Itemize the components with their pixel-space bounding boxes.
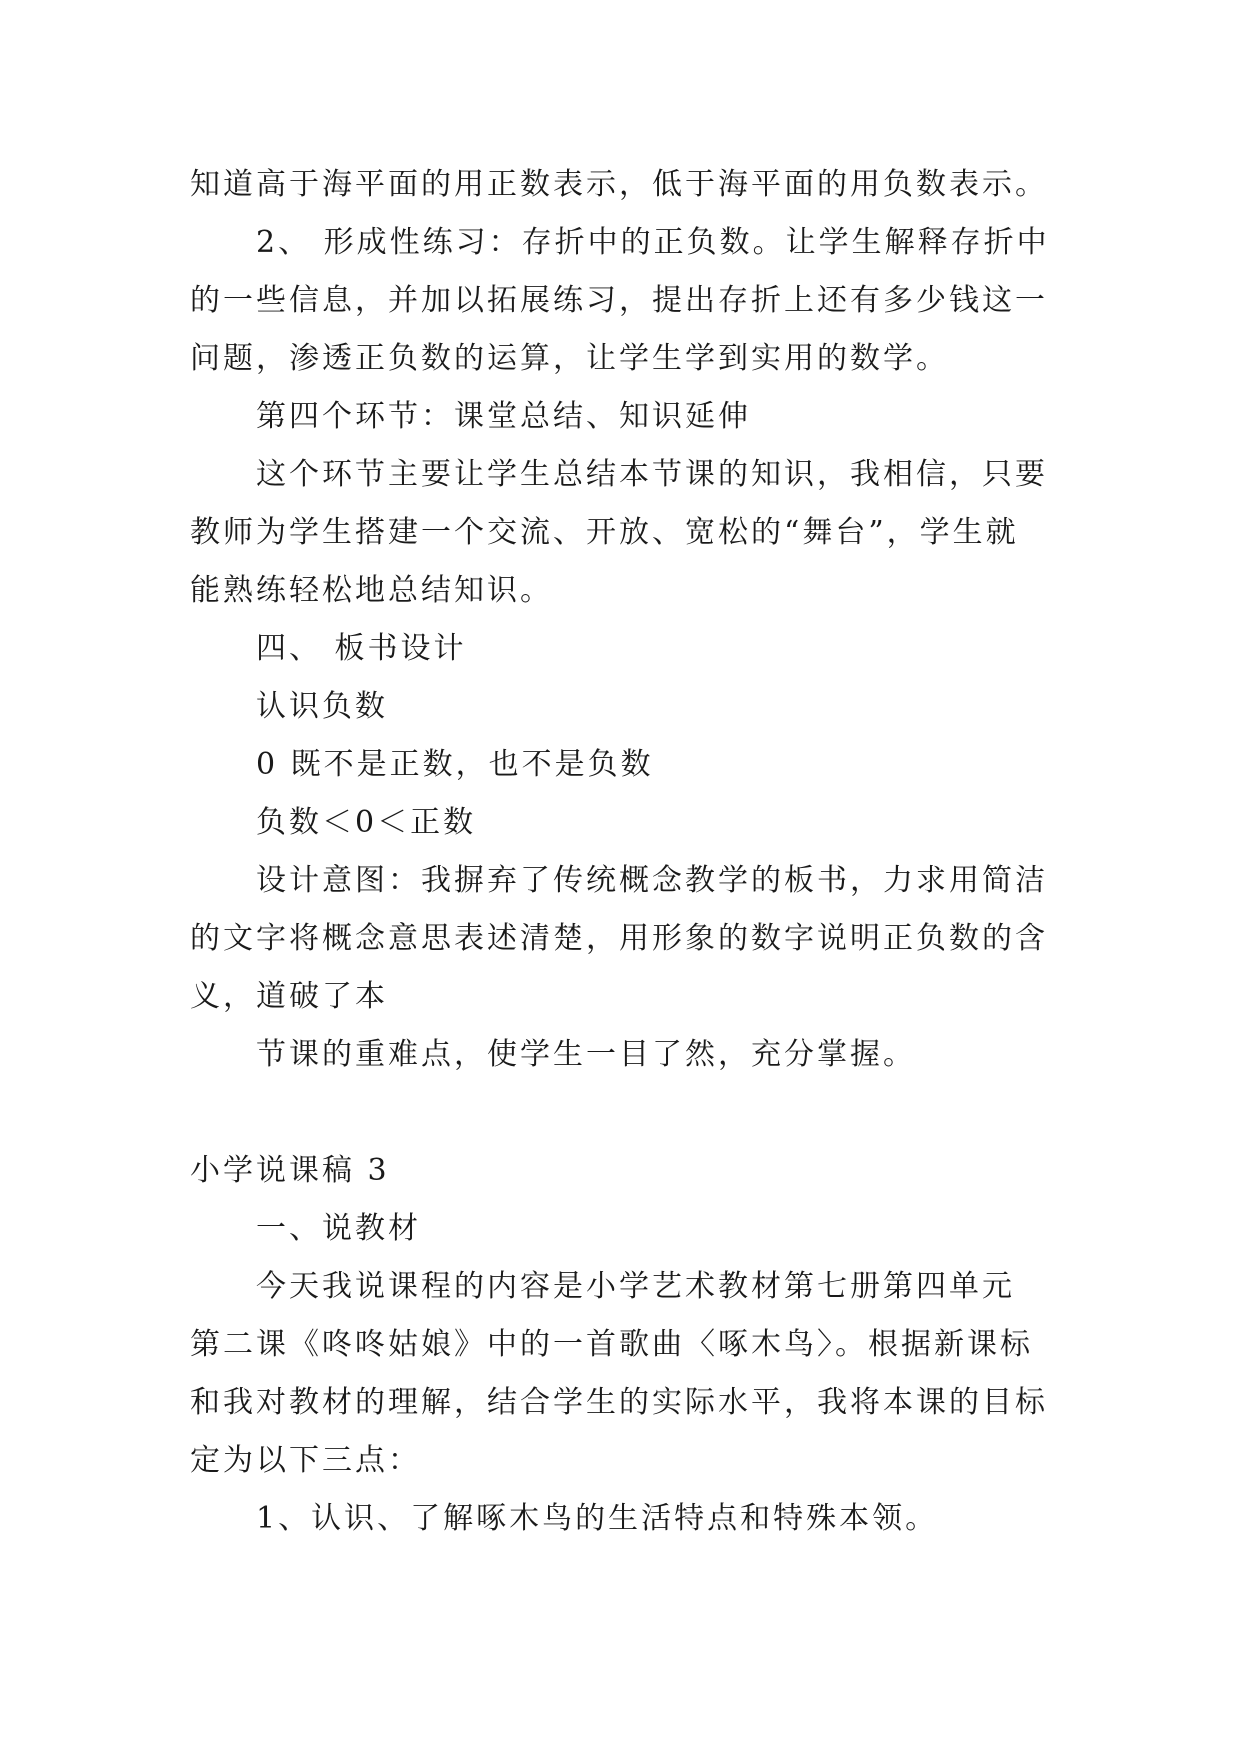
paragraph-line: 节课的重难点，使学生一目了然，充分掌握。: [256, 1037, 916, 1072]
paragraph-line: 义，道破了本: [190, 979, 388, 1014]
paragraph-line: 今天我说课程的内容是小学艺术教材第七册第四单元: [256, 1269, 1015, 1304]
board-line: 负数＜0＜正数: [256, 805, 477, 840]
board-line: 认识负数: [256, 689, 388, 724]
section-heading: 第四个环节：课堂总结、知识延伸: [256, 399, 751, 434]
section-heading: 一、说教材: [256, 1211, 421, 1246]
paragraph-line: 的文字将概念意思表述清楚，用形象的数字说明正负数的含: [190, 921, 1048, 956]
paragraph-line: 问题，渗透正负数的运算，让学生学到实用的数学。: [190, 341, 949, 376]
document-title: 小学说课稿 3: [190, 1153, 390, 1188]
paragraph-line: 设计意图：我摒弃了传统概念教学的板书，力求用简洁: [256, 863, 1048, 898]
section-heading: 四、 板书设计: [256, 631, 467, 666]
list-item: 1、认识、了解啄木鸟的生活特点和特殊本领。: [256, 1501, 939, 1536]
paragraph-line: 第二课《咚咚姑娘》中的一首歌曲〈啄木鸟〉。根据新课标: [190, 1327, 1033, 1362]
paragraph-line: 知道高于海平面的用正数表示，低于海平面的用负数表示。: [190, 167, 1048, 202]
paragraph-line: 2、 形成性练习：存折中的正负数。让学生解释存折中: [256, 225, 1050, 260]
paragraph-line: 这个环节主要让学生总结本节课的知识，我相信，只要: [256, 457, 1048, 492]
board-line: 0 既不是正数，也不是负数: [256, 747, 654, 782]
paragraph-line: 的一些信息，并加以拓展练习，提出存折上还有多少钱这一: [190, 283, 1048, 318]
paragraph-line: 定为以下三点：: [190, 1443, 421, 1478]
paragraph-line: 教师为学生搭建一个交流、开放、宽松的“舞台”，学生就: [190, 515, 1019, 550]
paragraph-line: 能熟练轻松地总结知识。: [190, 573, 553, 608]
paragraph-line: 和我对教材的理解，结合学生的实际水平，我将本课的目标: [190, 1385, 1048, 1420]
